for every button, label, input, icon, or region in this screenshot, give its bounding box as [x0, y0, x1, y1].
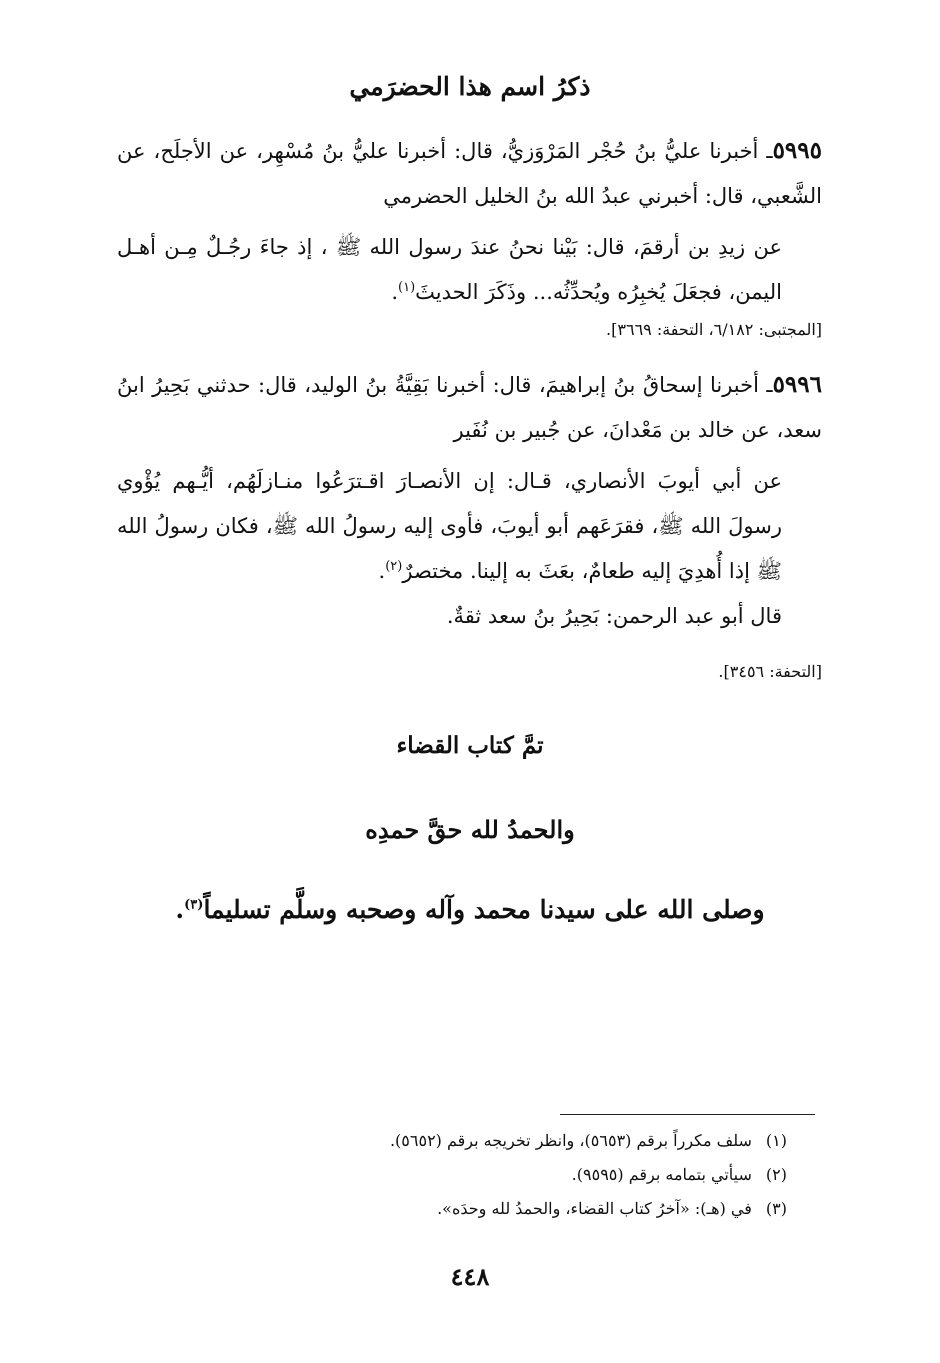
hadith-5995-reference: [المجتبى: ٦/١٨٢، التحفة: ٣٦٦٩]. — [606, 320, 822, 339]
page-number: ٤٤٨ — [450, 1262, 490, 1291]
hadith-5996-reference: [التحفة: ٣٤٥٦]. — [718, 662, 822, 681]
isnad-text: ـ أخبرنا عليُّ بنُ حُجْر المَرْوَزيُّ، قال: أخبرنا عليُّ بنُ مُسْهِر، عن الأجلَح، عن الشَّعبي، قال: أخبرني عبدُ الله بنُ الخليل الحضرمي — [117, 139, 822, 208]
footnote-text: سلف مكرراً برقم (٥٦٥٣)، وانظر تخريجه برقم (٥٦٥٢). — [389, 1131, 752, 1150]
closing-salutation — [0, 895, 940, 924]
footnote-text: سيأتي بتمامه برقم (٩٥٩٥). — [571, 1165, 752, 1184]
matn-text: عن أبي أيوبَ الأنصاري، قـال: إن الأنصـارَ اقـترَعُوا منـازلَهُم، أيُّـهم يُؤْوي رسولَ الله ﷺ، فقرَعَهم أبو أيوبَ، فأوى إليه رسولُ الله ﷺ، فكان رسولُ الله ﷺ إذا أُهدِيَ إليه طعامٌ، بعَثَ به إلينا. مختصرٌ — [117, 469, 782, 583]
closing-praise: والحمدُ لله حقَّ حمدِه — [365, 815, 575, 844]
hadith-5995 — [117, 128, 822, 315]
footnote-ref-1: (١) — [398, 280, 416, 295]
closing-book-end: تمَّ كتاب القضاء — [396, 732, 544, 759]
footnote-divider — [560, 1114, 815, 1115]
footnote-text: في (هـ): «آخرُ كتاب القضاء، والحمدُ لله وحدَه». — [437, 1199, 752, 1218]
salutation-end: . — [175, 895, 185, 924]
matn-end: . — [391, 280, 398, 304]
footnote-3 — [127, 1192, 787, 1226]
hadith-5995-isnad — [117, 128, 822, 219]
footnote-2 — [127, 1158, 787, 1192]
hadith-5996 — [117, 362, 822, 639]
footnote-ref-3: (٣) — [184, 897, 204, 913]
footnote-mark: (١) — [765, 1131, 787, 1150]
footnote-ref-2: (٢) — [385, 559, 403, 574]
hadith-5996-isnad — [117, 362, 822, 453]
hadith-5996-comment: قال أبو عبد الرحمن: بَحِيرُ بنُ سعد ثقةٌ. — [446, 604, 782, 628]
footnote-mark: (٣) — [765, 1199, 787, 1218]
footnote-mark: (٢) — [765, 1165, 787, 1184]
matn-end: . — [378, 559, 386, 583]
hadith-5995-matn — [117, 225, 822, 315]
hadith-number: ٥٩٩٥ — [772, 137, 822, 164]
hadith-5996-matn — [117, 459, 822, 594]
section-title: ذكرُ اسم هذا الحضرَمي — [349, 72, 591, 101]
hadith-number: ٥٩٩٦ — [772, 371, 822, 398]
footnote-1 — [127, 1124, 787, 1158]
salutation-text: وصلى الله على سيدنا محمد وآله وصحبه وسلَّم تسليماً — [203, 895, 765, 924]
footnotes — [127, 1124, 787, 1226]
matn-text: عن زيدِ بن أرقمَ، قال: بَيْنا نحنُ عندَ رسول الله ﷺ ، إذ جاءَ رجُـلٌ مِـن أهـل اليمن، فجعَلَ يُخبِرُه ويُحدِّثُه... وذَكَرَ الحديثَ — [117, 235, 782, 304]
isnad-text: ـ أخبرنا إسحاقُ بنُ إبراهيمَ، قال: أخبرنا بَقِيَّةُ بنُ الوليد، قال: حدثني بَحِيرُ ابنُ سعد، عن خالد بن مَعْدانَ، عن جُبير بن نُفَير — [117, 373, 822, 442]
